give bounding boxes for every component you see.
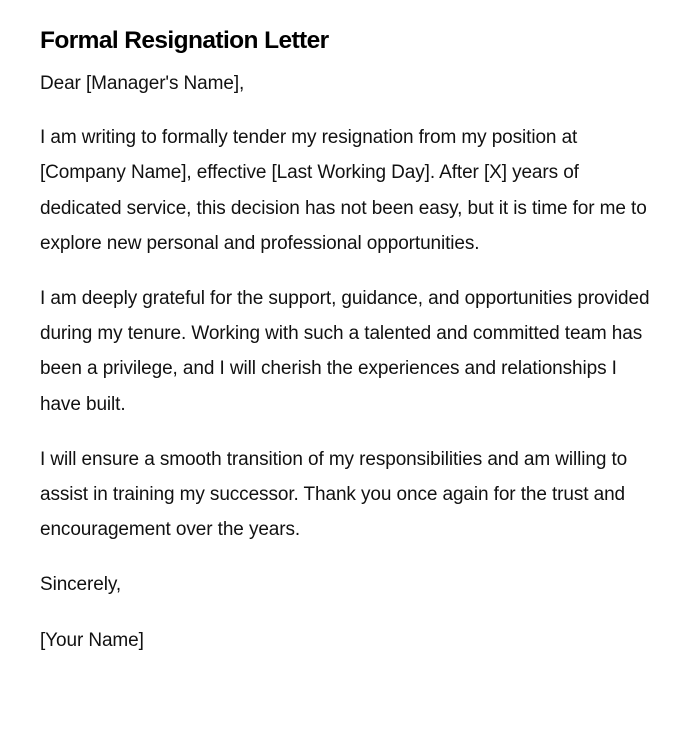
letter-closing: Sincerely, — [40, 574, 122, 596]
letter-paragraph-2: I am deeply grateful for the support, guidance, and opportunities provided during my tenure. Working with such a talented and committed team has been a privilege, and I will cherish the experiences and relationships I have built. — [40, 288, 650, 415]
letter-paragraph-3: I will ensure a smooth transition of my responsibilities and am willing to assist in training my successor. Thank you once again for the trust and encouragement over the years. — [40, 448, 628, 541]
letter-signature: [Your Name] — [40, 629, 144, 651]
letter-paragraph-1: I am writing to formally tender my resignation from my position at [Company Name], effective [Last Working Day]. After [X] years of dedicated service, this decision has not been easy, but it is time for me to explore new personal and professional opportunities. — [40, 127, 647, 254]
document-title: Formal Resignation Letter — [40, 27, 329, 54]
letter-greeting: Dear [Manager's Name], — [40, 73, 245, 94]
